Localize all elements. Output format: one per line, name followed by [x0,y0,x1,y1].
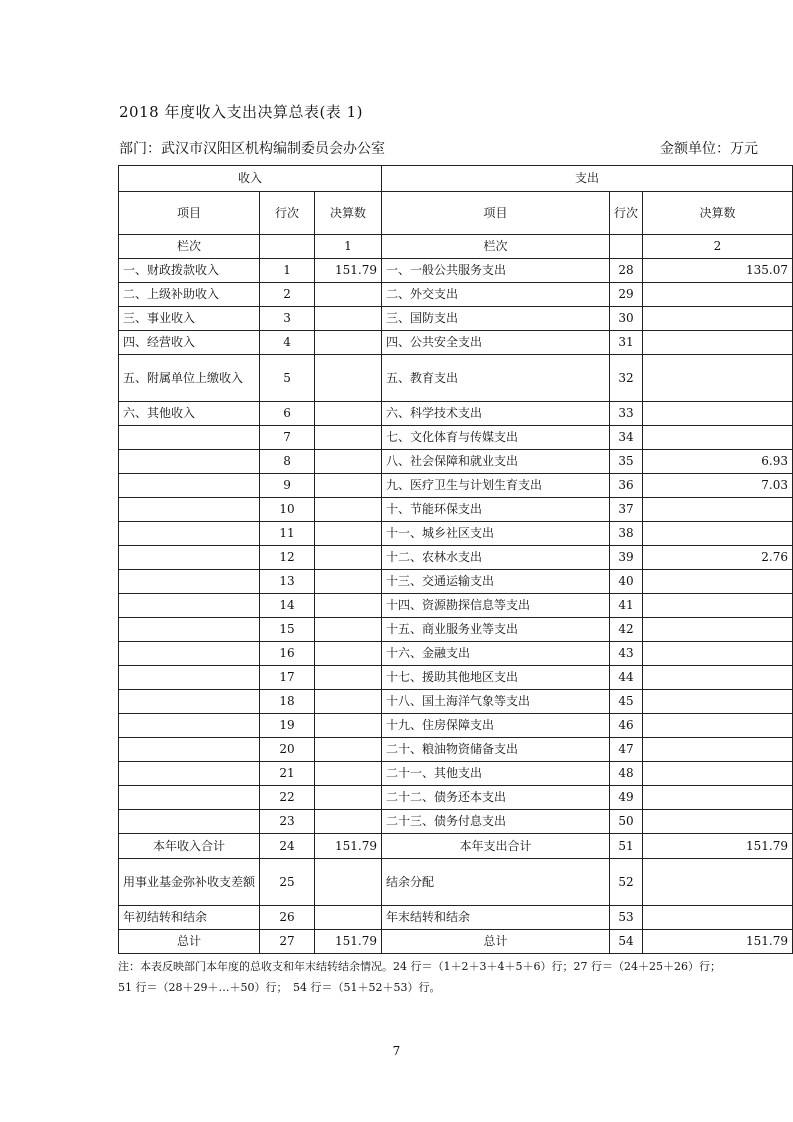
table-row [119,450,793,474]
table-row [119,283,793,307]
expense-item: 十二、农林水支出 [381,546,609,570]
table-row [119,810,793,834]
income-row-no-header: 行次 [260,192,315,235]
department-label: 部门：武汉市汉阳区机构编制委员会办公室 [119,141,385,157]
end-balance-row-no: 53 [609,906,642,930]
table-row [119,714,793,738]
income-item [119,570,260,594]
income-total-label: 本年收入合计 [119,834,260,859]
expense-item: 十四、资源勘探信息等支出 [381,594,609,618]
income-item: 一、财政拨款收入 [119,259,260,283]
table-row [119,618,793,642]
table-row [119,786,793,810]
income-amount [315,331,382,355]
income-amount [315,810,382,834]
income-total-row-no: 24 [260,834,315,859]
income-row-no: 10 [260,498,315,522]
expense-amount: 2.76 [642,546,792,570]
page-number: 7 [392,1044,401,1058]
income-amount [315,642,382,666]
expense-item-header: 项目 [381,192,609,235]
income-amount: 151.79 [315,259,382,283]
income-amount [315,450,382,474]
income-row-no: 2 [260,283,315,307]
income-grand-total-row-no: 27 [260,930,315,954]
expense-total-row-no: 51 [609,834,642,859]
income-row-no: 1 [260,259,315,283]
income-item-header: 项目 [119,192,260,235]
expense-row-no: 45 [609,690,642,714]
fund-label: 用事业基金弥补收支差额 [119,859,260,906]
expense-row-no: 44 [609,666,642,690]
expense-amount [642,738,792,762]
surplus-row-no: 52 [609,859,642,906]
income-item [119,690,260,714]
income-item [119,450,260,474]
expense-amount [642,426,792,450]
income-amount [315,570,382,594]
expense-column-blank [609,235,642,259]
income-row-no: 14 [260,594,315,618]
income-amount [315,474,382,498]
expense-amount: 6.93 [642,450,792,474]
expense-row-no: 41 [609,594,642,618]
table-row [119,690,793,714]
expense-amount [642,786,792,810]
expense-amount [642,810,792,834]
expense-row-no: 47 [609,738,642,762]
expense-item: 九、医疗卫生与计划生育支出 [381,474,609,498]
income-item [119,498,260,522]
income-row-no: 7 [260,426,315,450]
expense-item: 五、教育支出 [381,355,609,402]
income-grand-total-amount: 151.79 [315,930,382,954]
income-item [119,786,260,810]
income-row-no: 21 [260,762,315,786]
income-amount [315,355,382,402]
expense-amount: 7.03 [642,474,792,498]
expense-item: 十一、城乡社区支出 [381,522,609,546]
income-item [119,642,260,666]
footnote-line-1: 注：本表反映部门本年度的总收支和年末结转结余情况。24 行＝（1＋2＋3＋4＋5＋6）行；27 行＝（24＋25＋26）行； [118,960,721,973]
expense-amount [642,307,792,331]
expense-amount [642,594,792,618]
expense-section-header: 支出 [381,166,792,192]
expense-amount [642,402,792,426]
table-row [119,546,793,570]
expense-row-no: 34 [609,426,642,450]
income-row-no: 11 [260,522,315,546]
income-amount [315,714,382,738]
income-item: 二、上级补助收入 [119,283,260,307]
expense-row-no: 30 [609,307,642,331]
income-row-no: 3 [260,307,315,331]
expense-row-no: 33 [609,402,642,426]
expense-amount [642,355,792,402]
income-item [119,474,260,498]
expense-item: 十三、交通运输支出 [381,570,609,594]
income-item: 四、经营收入 [119,331,260,355]
expense-total-amount: 151.79 [642,834,792,859]
income-row-no: 12 [260,546,315,570]
table-row [119,498,793,522]
expense-item: 七、文化体育与传媒支出 [381,426,609,450]
begin-balance-amount [315,906,382,930]
fund-amount [315,859,382,906]
expense-row-no: 28 [609,259,642,283]
income-item [119,426,260,450]
income-column-blank [260,235,315,259]
table-row [119,402,793,426]
income-expense-table [118,165,793,954]
table-row [119,666,793,690]
begin-balance-row-no: 26 [260,906,315,930]
expense-item: 二十一、其他支出 [381,762,609,786]
income-amount [315,666,382,690]
expense-row-no: 43 [609,642,642,666]
income-amount [315,786,382,810]
expense-item: 十六、金融支出 [381,642,609,666]
income-row-no: 6 [260,402,315,426]
expense-row-no: 50 [609,810,642,834]
income-row-no: 15 [260,618,315,642]
expense-item: 十、节能环保支出 [381,498,609,522]
expense-amount [642,714,792,738]
table-row [119,762,793,786]
income-row-no: 8 [260,450,315,474]
income-item [119,738,260,762]
expense-row-no: 36 [609,474,642,498]
income-amount [315,426,382,450]
expense-item: 八、社会保障和就业支出 [381,450,609,474]
expense-grand-total-row-no: 54 [609,930,642,954]
income-amount [315,546,382,570]
income-item [119,522,260,546]
expense-amount [642,570,792,594]
income-row-no: 23 [260,810,315,834]
expense-item: 十五、商业服务业等支出 [381,618,609,642]
table-title: 2018 年度收入支出决算总表(表 1) [119,103,363,121]
income-amount [315,307,382,331]
income-amount [315,402,382,426]
expense-item: 六、科学技术支出 [381,402,609,426]
income-amount [315,283,382,307]
table-row [119,426,793,450]
income-amount [315,522,382,546]
begin-balance-label: 年初结转和结余 [119,906,260,930]
income-row-no: 16 [260,642,315,666]
income-item [119,714,260,738]
expense-item: 四、公共安全支出 [381,331,609,355]
table-row [119,738,793,762]
table-row [119,474,793,498]
expense-column-number: 2 [642,235,792,259]
end-balance-label: 年末结转和结余 [381,906,609,930]
table-row [119,642,793,666]
expense-amount-header: 决算数 [642,192,792,235]
income-row-no: 5 [260,355,315,402]
table-row [119,522,793,546]
expense-item: 二十二、债务还本支出 [381,786,609,810]
expense-item: 一、一般公共服务支出 [381,259,609,283]
expense-row-no: 37 [609,498,642,522]
table-row [119,355,793,402]
expense-total-label: 本年支出合计 [381,834,609,859]
income-amount [315,618,382,642]
income-row-no: 19 [260,714,315,738]
expense-item: 二、外交支出 [381,283,609,307]
expense-row-no: 46 [609,714,642,738]
income-total-amount: 151.79 [315,834,382,859]
expense-item: 二十三、债务付息支出 [381,810,609,834]
expense-column-label: 栏次 [381,235,609,259]
expense-amount [642,666,792,690]
income-item [119,546,260,570]
expense-row-no: 39 [609,546,642,570]
expense-grand-total-label: 总计 [381,930,609,954]
expense-item: 十八、国土海洋气象等支出 [381,690,609,714]
expense-amount [642,690,792,714]
income-row-no: 9 [260,474,315,498]
expense-row-no: 32 [609,355,642,402]
expense-row-no: 31 [609,331,642,355]
income-grand-total-label: 总计 [119,930,260,954]
expense-amount [642,762,792,786]
expense-row-no-header: 行次 [609,192,642,235]
expense-amount [642,522,792,546]
expense-grand-total-amount: 151.79 [642,930,792,954]
income-row-no: 22 [260,786,315,810]
income-item [119,666,260,690]
income-amount-header: 决算数 [315,192,382,235]
expense-row-no: 48 [609,762,642,786]
footnote [118,956,768,998]
table-row [119,307,793,331]
expense-amount [642,642,792,666]
expense-amount [642,283,792,307]
income-amount [315,498,382,522]
income-item: 六、其他收入 [119,402,260,426]
income-item: 五、附属单位上缴收入 [119,355,260,402]
surplus-label: 结余分配 [381,859,609,906]
surplus-amount [642,859,792,906]
expense-amount [642,331,792,355]
expense-row-no: 49 [609,786,642,810]
income-item [119,810,260,834]
expense-row-no: 40 [609,570,642,594]
expense-row-no: 38 [609,522,642,546]
income-row-no: 4 [260,331,315,355]
amount-unit-label: 金额单位：万元 [660,141,758,157]
income-amount [315,594,382,618]
table-row [119,570,793,594]
expense-item: 二十、粮油物资储备支出 [381,738,609,762]
expense-item: 三、国防支出 [381,307,609,331]
fund-row-no: 25 [260,859,315,906]
income-amount [315,738,382,762]
income-amount [315,762,382,786]
expense-row-no: 42 [609,618,642,642]
income-column-label: 栏次 [119,235,260,259]
income-section-header: 收入 [119,166,382,192]
expense-item: 十七、援助其他地区支出 [381,666,609,690]
income-item [119,762,260,786]
end-balance-amount [642,906,792,930]
table-row [119,331,793,355]
expense-amount [642,498,792,522]
expense-row-no: 29 [609,283,642,307]
income-item: 三、事业收入 [119,307,260,331]
income-row-no: 13 [260,570,315,594]
income-row-no: 20 [260,738,315,762]
income-column-number: 1 [315,235,382,259]
income-item [119,594,260,618]
table-row [119,259,793,283]
expense-amount: 135.07 [642,259,792,283]
income-row-no: 17 [260,666,315,690]
expense-amount [642,618,792,642]
income-row-no: 18 [260,690,315,714]
expense-item: 十九、住房保障支出 [381,714,609,738]
income-amount [315,690,382,714]
income-item [119,618,260,642]
expense-row-no: 35 [609,450,642,474]
footnote-line-2: 51 行＝（28＋29＋…＋50）行； 54 行＝（51＋52＋53）行。 [118,981,441,994]
table-row [119,594,793,618]
